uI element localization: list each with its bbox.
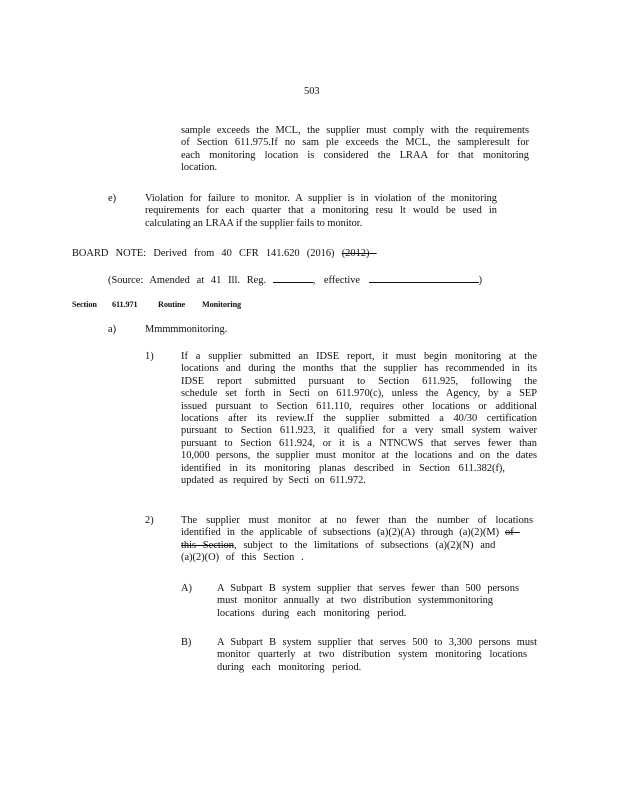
item-a-label: a) bbox=[108, 324, 117, 335]
paragraph-line: issued pursuant to Section 611.110, requires other locations or additional bbox=[181, 400, 537, 412]
section-title-word: Monitoring bbox=[202, 300, 242, 309]
board-note-struck: (2012) bbox=[341, 248, 370, 259]
paragraph-line: of Section 611.975.If no sam ple exceeds the MCL, the sampleresult for bbox=[181, 137, 529, 149]
paragraph-segment: identified in the applicable of subsections (a)(2)(A) through (a)(2)(M) bbox=[181, 527, 506, 539]
blank-underline bbox=[369, 273, 479, 283]
paragraph-line: location. bbox=[181, 162, 218, 174]
paragraph-line: A Subpart B system supplier that serves 500 to 3,300 persons must bbox=[217, 637, 537, 648]
item-B-label: B) bbox=[181, 637, 192, 648]
section-number: 611.971 bbox=[112, 300, 138, 309]
item-2-text bbox=[181, 515, 533, 565]
paragraph-line: A Subpart B system supplier that serves fewer than 500 persons bbox=[217, 583, 519, 594]
item-2-label: 2) bbox=[145, 515, 154, 526]
paragraph-line: schedule set forth in Secti on 611.970(c), unless the Agency, by a SEP bbox=[181, 388, 537, 400]
item-1-text bbox=[181, 351, 537, 487]
paragraph-line: If a supplier submitted an IDSE report, it must begin monitoring at the bbox=[181, 351, 537, 362]
source-suffix: ) bbox=[478, 275, 483, 286]
item-B-text bbox=[217, 637, 537, 674]
paragraph-line: 10,000 persons, the supplier must monitor at the locations and on the dates bbox=[181, 450, 537, 462]
paragraph-line: during each monitoring period. bbox=[217, 661, 362, 673]
item-e-label: e) bbox=[108, 193, 117, 204]
paragraph-line: pursuant to Section 611.924, or it is a NTNCWS that serves fewer than bbox=[181, 437, 537, 449]
struck-text: this Section bbox=[181, 539, 234, 551]
paragraph-line: locations and during the months that the supplier has recommended in its bbox=[181, 363, 537, 375]
paragraph-line: Violation for failure to monitor. A supplier is in violation of the monitoring bbox=[145, 193, 497, 204]
source-prefix: (Source: Amended at 41 Ill. Reg. bbox=[108, 275, 267, 286]
board-note bbox=[72, 248, 384, 260]
item-A-text bbox=[217, 583, 519, 620]
source-middle: , effective bbox=[312, 275, 361, 286]
paragraph-line: sample exceeds the MCL, the supplier must comply with the requirements bbox=[181, 125, 529, 136]
section-title-word: Routine bbox=[158, 300, 186, 309]
paragraph-line: each monitoring location is considered the LRAA for that monitoring bbox=[181, 149, 529, 161]
page-number: 503 bbox=[304, 86, 320, 97]
item-a-text: Mmmmmonitoring. bbox=[145, 324, 228, 335]
paragraph-line: requirements for each quarter that a monitoring resu lt would be used in bbox=[145, 205, 497, 217]
board-note-text: BOARD NOTE: Derived from 40 CFR 141.620 (2016) bbox=[72, 248, 342, 259]
struck-text: of bbox=[505, 527, 514, 539]
paragraph-line: must monitor annually at two distribution systemmonitoring bbox=[217, 595, 493, 607]
paragraph-line: locations after its review.If the supplier submitted a 40/30 certification bbox=[181, 413, 537, 425]
paragraph-line: identified in its monitoring planas described in Section 611.382(f), bbox=[181, 462, 505, 474]
paragraph-line: locations during each monitoring period. bbox=[217, 607, 407, 619]
paragraph-line: (a)(2)(O) of this Section . bbox=[181, 552, 304, 564]
section-label: Section bbox=[72, 300, 97, 309]
continuation-paragraph bbox=[181, 125, 529, 175]
paragraph-line: calculating an LRAA if the supplier fails to monitor. bbox=[145, 217, 363, 229]
item-A-label: A) bbox=[181, 583, 192, 594]
item-e-text bbox=[145, 193, 497, 230]
paragraph-line: monitor quarterly at two distribution system monitoring locations bbox=[217, 649, 527, 661]
item-1-label: 1) bbox=[145, 351, 154, 362]
source-note bbox=[108, 273, 482, 287]
paragraph-line: The supplier must monitor at no fewer than the number of locations bbox=[181, 515, 533, 526]
paragraph-line: pursuant to Section 611.923, it qualified for a very small system waiver bbox=[181, 425, 537, 437]
blank-underline bbox=[273, 273, 313, 283]
paragraph-line: updated as required by Secti on 611.972. bbox=[181, 475, 366, 487]
paragraph-segment: , subject to the limitations of subsections (a)(2)(N) and bbox=[233, 539, 496, 551]
paragraph-line: IDSE report submitted pursuant to Section 611.925, following the bbox=[181, 375, 537, 387]
